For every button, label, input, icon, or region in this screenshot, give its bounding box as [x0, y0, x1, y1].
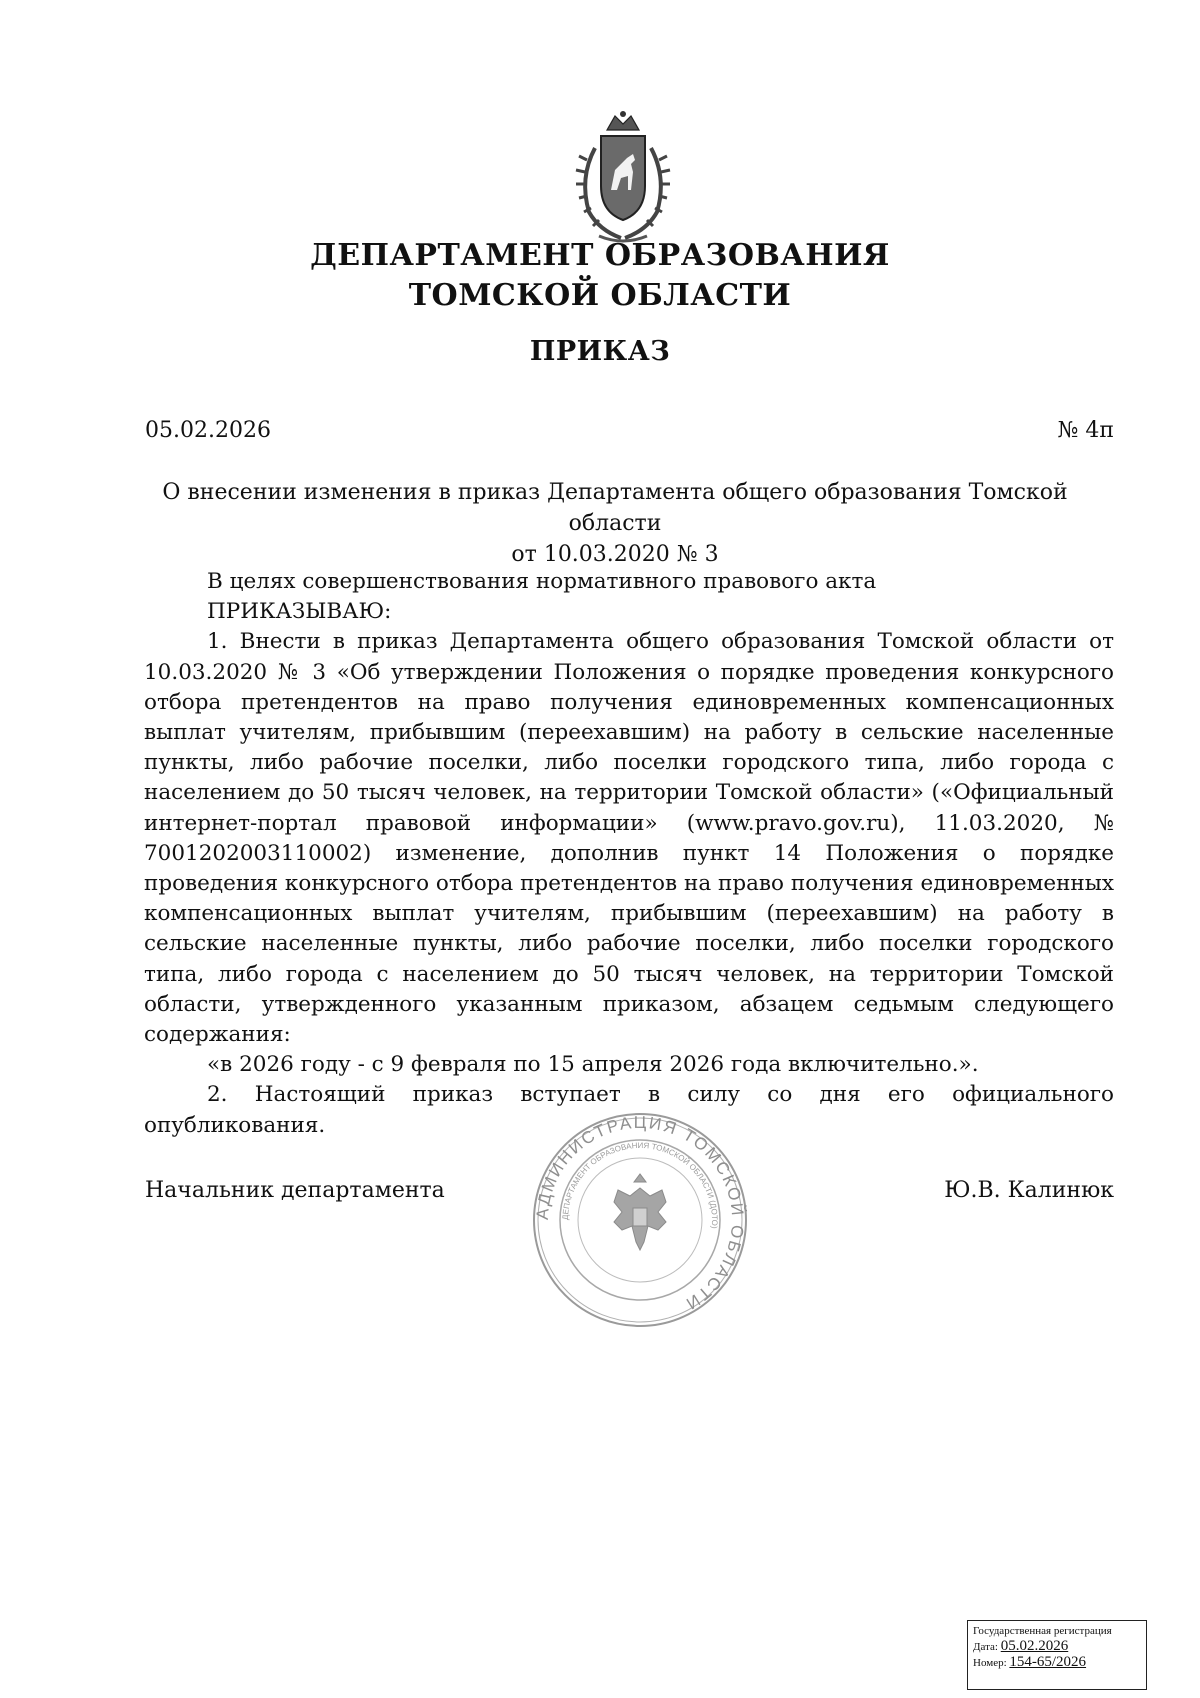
- signatory-name: Ю.В. Калинюк: [944, 1178, 1114, 1203]
- eagle-icon: [614, 1174, 666, 1250]
- registration-date-value: 05.02.2026: [1000, 1638, 1069, 1654]
- organization-name-line2: ТОМСКОЙ ОБЛАСТИ: [408, 278, 792, 313]
- item-2-paragraph: 2. Настоящий приказ вступает в силу со дня его официального опубликования.: [144, 1082, 1114, 1138]
- organization-name-line1: ДЕПАРТАМЕНТ ОБРАЗОВАНИЯ: [310, 238, 890, 273]
- official-seal-stamp: [530, 1110, 750, 1330]
- quote-paragraph: «в 2026 году - с 9 февраля по 15 апреля 2026 года включительно.».: [207, 1052, 979, 1078]
- coat-of-arms-emblem: [565, 108, 681, 248]
- order-word: ПРИКАЗЫВАЮ:: [207, 599, 392, 625]
- intro-paragraph: В целях совершенствования нормативного правового акта: [207, 569, 877, 594]
- signatory-role: Начальник департамента: [145, 1178, 445, 1203]
- title-line2: от 10.03.2020 № 3: [511, 542, 719, 567]
- seal-inner-text: ДЕПАРТАМЕНТ ОБРАЗОВАНИЯ ТОМСКОЙ ОБЛАСТИ (ДОТО): [560, 1140, 720, 1230]
- item-1-paragraph: 1. Внести в приказ Департамента общего образования Томской области от 10.03.2020 № 3 «Об утверждении Положения о порядке проведения конкурсного отбора претендентов на право получения единовременных компенсационных выплат учителям, прибывшим (переехавшим) на работу в сельские населенные пункты, либо рабочие поселки, либо поселки городского типа, либо города с населением до 50 тысяч человек, на территории Томской области» («Официальный интернет-портал правовой информации» (www.pravo.gov.ru), 11.03.2020, № 7001202003110002) изменение, дополнив пункт 14 Положения о порядке проведения конкурсного отбора претендентов на право получения единовременных компенсационных выплат учителям, прибывшим (переехавшим) на работу в сельские населенные пункты, либо рабочие поселки, либо поселки городского типа, либо города с населением до 50 тысяч человек, на территории Томской области, утвержденного указанным приказом, абзацем седьмым следующего содержания:: [144, 629, 1114, 1048]
- document-type: ПРИКАЗ: [529, 336, 671, 367]
- registration-date-label: Дата:: [973, 1641, 998, 1653]
- registration-number-label: Номер:: [973, 1657, 1007, 1669]
- document-body: [144, 567, 1114, 1141]
- registration-number-value: 154-65/2026: [1009, 1654, 1087, 1670]
- registration-box: [967, 1620, 1147, 1690]
- document-title: [130, 477, 1100, 570]
- seal-outer-text: АДМИНИСТРАЦИЯ ТОМСКОЙ ОБЛАСТИ: [532, 1112, 748, 1315]
- title-line1: О внесении изменения в приказ Департамента общего образования Томской области: [162, 480, 1068, 536]
- document-date: 05.02.2026: [145, 418, 271, 443]
- document-number: № 4п: [1057, 418, 1114, 443]
- registration-heading: Государственная регистрация: [973, 1625, 1112, 1637]
